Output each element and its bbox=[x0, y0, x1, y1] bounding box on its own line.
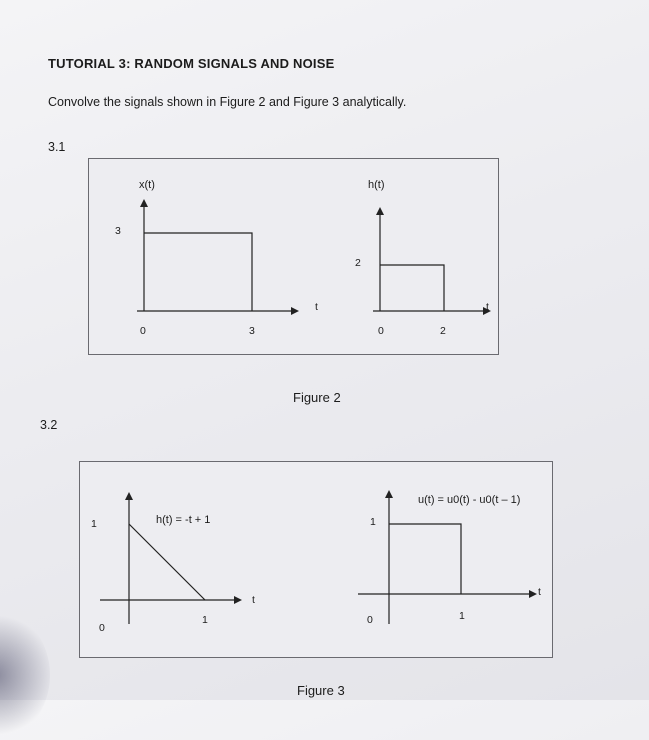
h-plot-amplitude-tick: 2 bbox=[355, 257, 361, 269]
step-plot-amplitude-tick: 1 bbox=[370, 516, 376, 528]
x-plot-axis-label: t bbox=[315, 301, 318, 313]
document-title: TUTORIAL 3: RANDOM SIGNALS AND NOISE bbox=[48, 56, 335, 71]
photo-shadow bbox=[0, 610, 50, 740]
x-plot-amplitude-tick: 3 bbox=[115, 225, 121, 237]
x-plot-pulse bbox=[144, 233, 252, 311]
ramp-plot-label: h(t) = -t + 1 bbox=[156, 514, 211, 526]
figure-3-box bbox=[79, 461, 553, 658]
h-plot-label: h(t) bbox=[368, 179, 385, 191]
figure-2-box bbox=[88, 158, 499, 355]
h-plot-origin-tick: 0 bbox=[378, 325, 384, 337]
figure-3-plots bbox=[80, 462, 552, 657]
step-plot-pulse bbox=[389, 524, 461, 594]
ramp-plot-amplitude-tick: 1 bbox=[91, 518, 97, 530]
ramp-plot-origin-tick: 0 bbox=[99, 622, 105, 634]
ramp-plot-end-tick: 1 bbox=[202, 614, 208, 626]
x-plot-label: x(t) bbox=[139, 179, 155, 191]
step-plot-origin-tick: 0 bbox=[367, 614, 373, 626]
ramp-plot-axis-label: t bbox=[252, 594, 255, 606]
question-number-3-1: 3.1 bbox=[48, 140, 66, 154]
step-plot-end-tick: 1 bbox=[459, 610, 465, 622]
x-plot-origin-tick: 0 bbox=[140, 325, 146, 337]
instruction-text: Convolve the signals shown in Figure 2 and Figure 3 analytically. bbox=[48, 95, 407, 109]
x-plot-end-tick: 3 bbox=[249, 325, 255, 337]
figure-3-caption: Figure 3 bbox=[297, 683, 345, 698]
question-number-3-2: 3.2 bbox=[40, 418, 58, 432]
h-plot-pulse bbox=[380, 265, 444, 311]
h-plot-end-tick: 2 bbox=[440, 325, 446, 337]
figure-2-caption: Figure 2 bbox=[293, 390, 341, 405]
step-plot-axis-label: t bbox=[538, 586, 541, 598]
step-plot-label: u(t) = u0(t) - u0(t – 1) bbox=[418, 494, 521, 506]
ramp-plot-line bbox=[129, 524, 205, 600]
h-plot-axis-label: t bbox=[486, 301, 489, 313]
